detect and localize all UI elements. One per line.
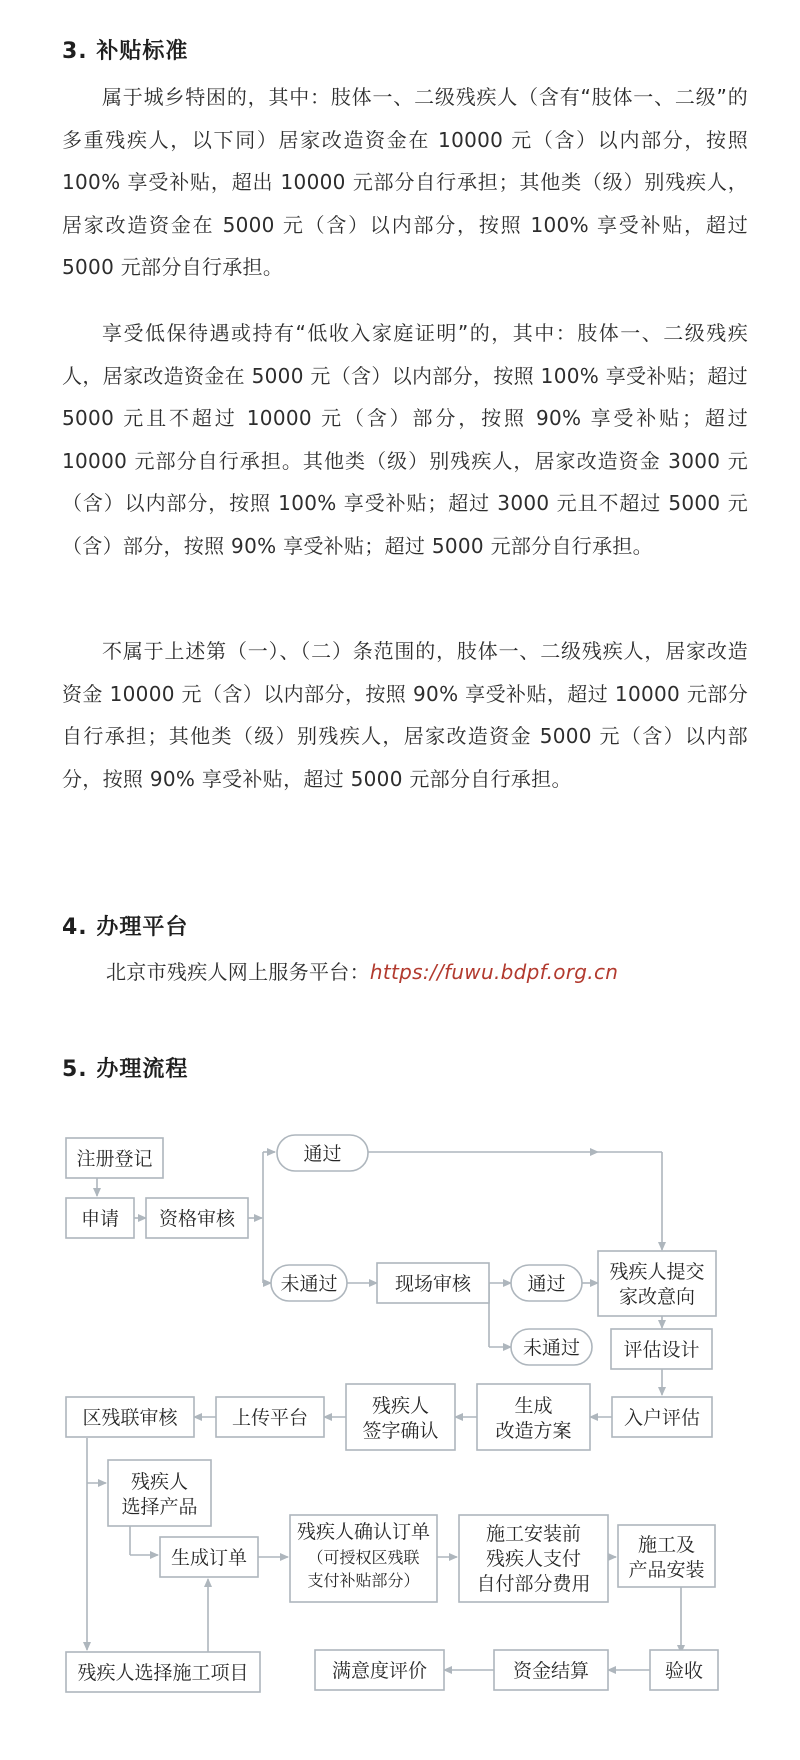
svg-text:通过: 通过 — [527, 1273, 566, 1295]
svg-text:满意度评价: 满意度评价 — [331, 1660, 428, 1682]
node-onsite-review — [377, 1263, 489, 1303]
svg-text:施工安装前: 施工安装前 — [485, 1523, 582, 1545]
svg-text:评估设计: 评估设计 — [623, 1339, 700, 1361]
svg-text:残疾人支付: 残疾人支付 — [485, 1548, 582, 1570]
node-pass-1 — [277, 1135, 368, 1171]
node-choose-product — [108, 1460, 211, 1526]
node-upload-platform — [216, 1397, 324, 1437]
subsidy-paragraph-2: 享受低保待遇或持有“低收入家庭证明”的，其中：肢体一、二级残疾人，居家改造资金在 5000 元（含）以内部分，按照 100% 享受补贴；超过 5000 元且不超过 10000 元（含）部分，按照 90% 享受补贴；超过 10000 元部分自行承担。其他类（级）别残疾人，居家改造资金 3000 元（含）以内部分，按照 100% 享受补贴；超过 3000 元且不超过 5000 元（含）部分，按照 90% 享受补贴；超过 5000 元部分自行承担。 — [62, 321, 748, 558]
node-fund-settlement — [494, 1650, 608, 1690]
svg-text:现场审核: 现场审核 — [394, 1273, 472, 1295]
platform-label: 北京市残疾人网上服务平台： — [106, 960, 370, 984]
svg-text:残疾人确认订单: 残疾人确认订单 — [296, 1521, 431, 1543]
svg-text:改造方案: 改造方案 — [495, 1420, 572, 1442]
svg-text:资金结算: 资金结算 — [512, 1660, 590, 1682]
platform-line — [106, 956, 618, 985]
svg-text:未通过: 未通过 — [522, 1337, 581, 1359]
svg-text:未通过: 未通过 — [280, 1273, 338, 1295]
node-submit-intention — [598, 1251, 716, 1316]
svg-text:申请: 申请 — [80, 1208, 120, 1230]
svg-text:验收: 验收 — [664, 1660, 704, 1682]
svg-text:选择产品: 选择产品 — [121, 1496, 198, 1518]
node-pay-self-portion — [459, 1515, 608, 1602]
node-sign-confirm — [346, 1384, 455, 1450]
svg-text:（可授权区残联: （可授权区残联 — [307, 1548, 420, 1567]
node-register — [66, 1138, 163, 1178]
svg-text:残疾人: 残疾人 — [371, 1395, 430, 1417]
process-flowchart — [0, 1105, 800, 1755]
node-generate-order — [160, 1537, 258, 1577]
node-satisfaction-rating — [315, 1650, 444, 1690]
node-confirm-order — [290, 1515, 437, 1602]
node-fail-2 — [511, 1329, 592, 1365]
node-construction-install — [618, 1525, 715, 1587]
svg-text:注册登记: 注册登记 — [76, 1148, 153, 1170]
node-generate-plan — [477, 1384, 590, 1450]
svg-text:上传平台: 上传平台 — [231, 1407, 309, 1429]
svg-text:通过: 通过 — [303, 1143, 342, 1165]
svg-text:区残联审核: 区残联审核 — [82, 1407, 178, 1429]
svg-text:生成: 生成 — [514, 1395, 553, 1417]
svg-text:残疾人提交: 残疾人提交 — [609, 1261, 705, 1283]
section-4-title: 4. 办理平台 — [62, 915, 189, 940]
section-3-title: 3. 补贴标准 — [62, 39, 189, 64]
node-acceptance — [650, 1650, 718, 1690]
node-qualification-review — [146, 1198, 248, 1238]
node-select-project — [66, 1652, 260, 1692]
svg-text:自付部分费用: 自付部分费用 — [476, 1573, 591, 1595]
node-assess-design — [611, 1329, 712, 1369]
svg-text:生成订单: 生成订单 — [170, 1547, 248, 1569]
platform-url-link[interactable]: https://fuwu.bdpf.org.cn — [369, 960, 619, 984]
subsidy-paragraph-3: 不属于上述第（一）、（二）条范围的，肢体一、二级残疾人，居家改造资金 10000 元（含）以内部分，按照 90% 享受补贴，超过 10000 元部分自行承担；其他类（级）别残疾人，居家改造资金 5000 元（含）以内部分，按照 90% 享受补贴，超过 5000 元部分自行承担。 — [62, 639, 748, 791]
svg-text:残疾人选择施工项目: 残疾人选择施工项目 — [77, 1662, 249, 1684]
node-fail-1 — [271, 1265, 347, 1301]
svg-text:产品安装: 产品安装 — [628, 1559, 705, 1581]
svg-text:支付补贴部分）: 支付补贴部分） — [307, 1571, 420, 1590]
node-apply — [66, 1198, 134, 1238]
subsidy-paragraph-1: 属于城乡特困的，其中：肢体一、二级残疾人（含有“肢体一、二级”的多重残疾人，以下同）居家改造资金在 10000 元（含）以内部分，按照 100% 享受补贴，超出 10000 元部分自行承担；其他类（级）别残疾人，居家改造资金在 5000 元（含）以内部分，按照 100% 享受补贴，超过 5000 元部分自行承担。 — [62, 85, 748, 279]
section-5-title: 5. 办理流程 — [62, 1057, 189, 1082]
node-home-assessment — [612, 1397, 712, 1437]
svg-text:残疾人: 残疾人 — [130, 1471, 189, 1493]
svg-text:家改意向: 家改意向 — [618, 1286, 696, 1308]
svg-text:施工及: 施工及 — [637, 1534, 696, 1556]
svg-text:签字确认: 签字确认 — [362, 1420, 439, 1442]
svg-text:入户评估: 入户评估 — [623, 1407, 701, 1429]
node-pass-2 — [511, 1265, 582, 1301]
svg-text:资格审核: 资格审核 — [158, 1208, 236, 1230]
node-district-review — [66, 1397, 194, 1437]
